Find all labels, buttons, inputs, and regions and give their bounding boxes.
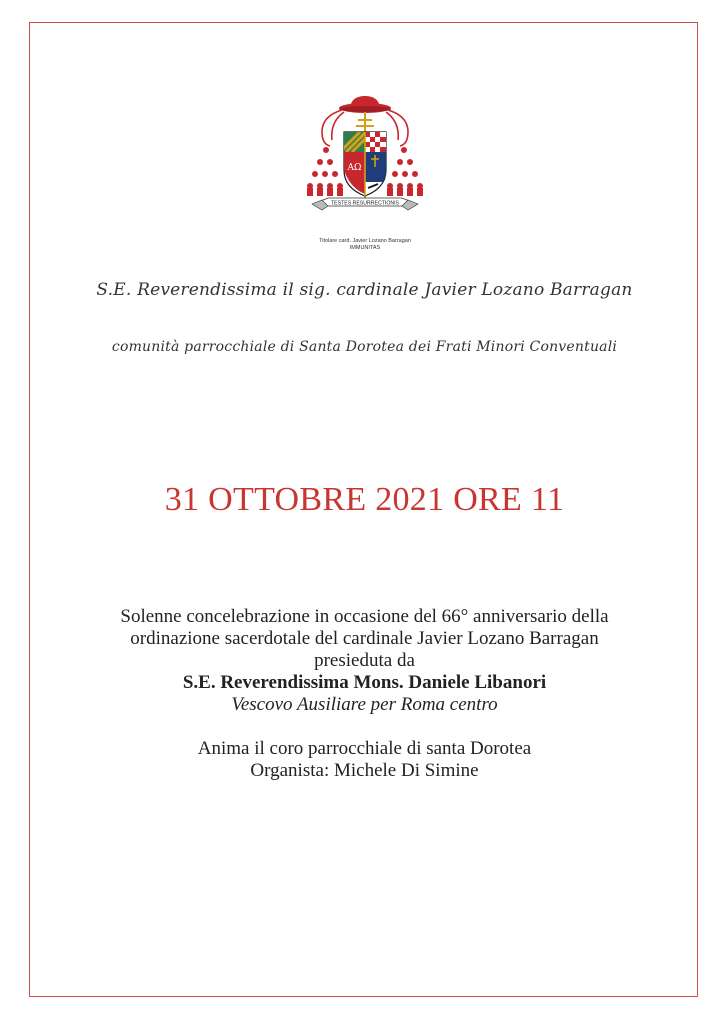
details-line-2: ordinazione sacerdotale del cardinale Javier Lozano Barragan bbox=[130, 628, 599, 649]
cardinal-hat-icon bbox=[339, 96, 391, 113]
event-details bbox=[40, 606, 689, 782]
community-title: comunità parrocchiale di Santa Dorotea dei Frati Minori Conventuali bbox=[111, 339, 618, 355]
crest-caption-line1: Titolare card. Javier Lozano Barragan bbox=[319, 238, 411, 244]
motto-ribbon bbox=[312, 198, 418, 210]
organist-line: Organista: Michele Di Simine bbox=[250, 760, 479, 781]
details-line-1: Solenne concelebrazione in occasione del 66° anniversario della bbox=[120, 606, 609, 627]
presider-name: S.E. Reverendissima Mons. Daniele Libanori bbox=[182, 672, 547, 693]
details-line-3: presieduta da bbox=[314, 650, 415, 671]
cardinal-coat-of-arms bbox=[300, 88, 430, 260]
spacer bbox=[40, 716, 689, 738]
choir-line: Anima il coro parrocchiale di santa Dorotea bbox=[197, 738, 532, 759]
crest-caption bbox=[290, 238, 440, 252]
tassels-left-icon bbox=[307, 147, 343, 196]
alpha-omega-symbol: AΩ bbox=[347, 163, 362, 173]
tassels-right-icon bbox=[387, 147, 423, 196]
crest-motto: TESTES RESURRECTIONIS bbox=[330, 200, 400, 207]
event-date: 31 OTTOBRE 2021 ORE 11 bbox=[164, 481, 565, 518]
presider-title: Vescovo Ausiliare per Roma centro bbox=[231, 694, 498, 715]
crest-caption-line2: IMMUNITAS bbox=[349, 245, 381, 251]
cardinal-title: S.E. Reverendissima il sig. cardinale Javier Lozano Barragan bbox=[96, 280, 633, 300]
